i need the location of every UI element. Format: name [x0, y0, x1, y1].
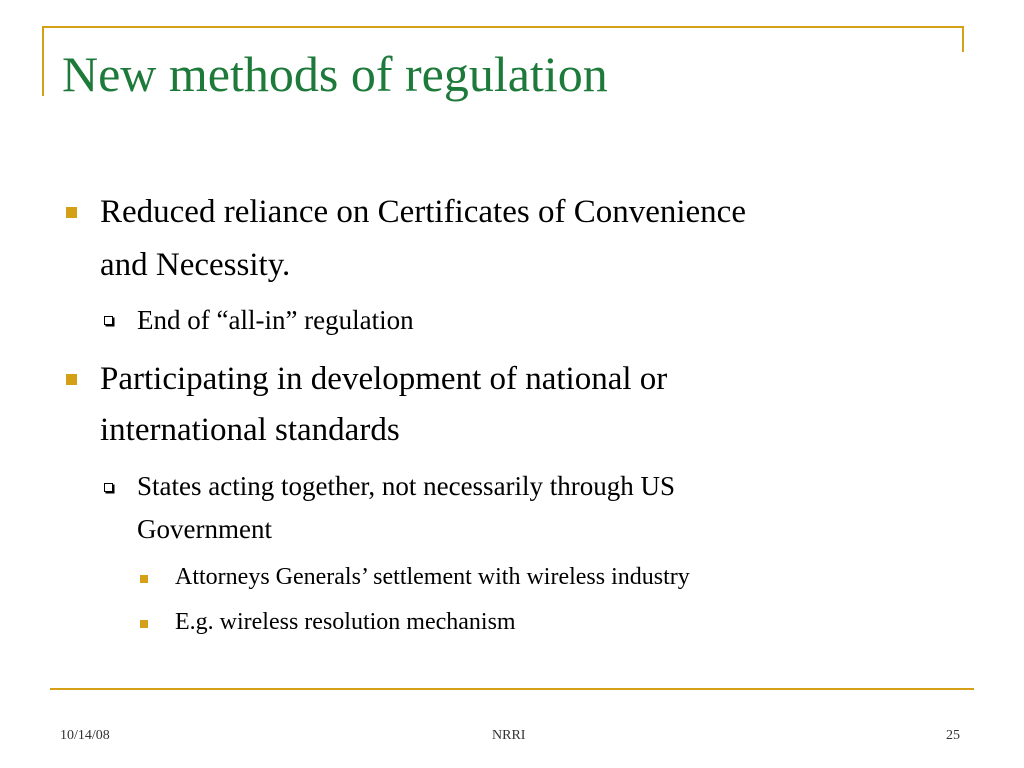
bullet-2-line-1: Participating in development of national or	[100, 361, 668, 397]
frame-top-line	[42, 26, 964, 28]
frame-right-line	[962, 26, 964, 52]
bullet-1-line-2: and Necessity.	[100, 247, 291, 283]
bullet-2-line-2: international standards	[100, 412, 400, 448]
hollow-square-bullet-icon	[104, 316, 113, 325]
footer-organization: NRRI	[492, 728, 526, 743]
hollow-square-bullet-icon	[104, 483, 113, 492]
slide-title: New methods of regulation	[62, 46, 608, 102]
bullet-1-line-1: Reduced reliance on Certificates of Convenience	[100, 194, 746, 230]
footer-page-number: 25	[946, 728, 960, 743]
square-bullet-icon	[66, 207, 77, 218]
footer-date: 10/14/08	[60, 728, 110, 743]
sub-bullet-2-1-line-1: States acting together, not necessarily through US	[137, 471, 676, 501]
frame-left-line	[42, 26, 44, 96]
sub-sub-bullet-2-text: E.g. wireless resolution mechanism	[175, 609, 516, 635]
footer-divider-line	[50, 688, 974, 690]
sub-sub-bullet-1-text: Attorneys Generals’ settlement with wireless industry	[175, 564, 690, 590]
sub-bullet-2-1-line-2: Government	[137, 514, 272, 544]
square-bullet-icon	[66, 374, 77, 385]
sub-bullet-1-1-text: End of “all-in” regulation	[137, 305, 414, 335]
square-bullet-icon	[140, 575, 148, 583]
square-bullet-icon	[140, 620, 148, 628]
